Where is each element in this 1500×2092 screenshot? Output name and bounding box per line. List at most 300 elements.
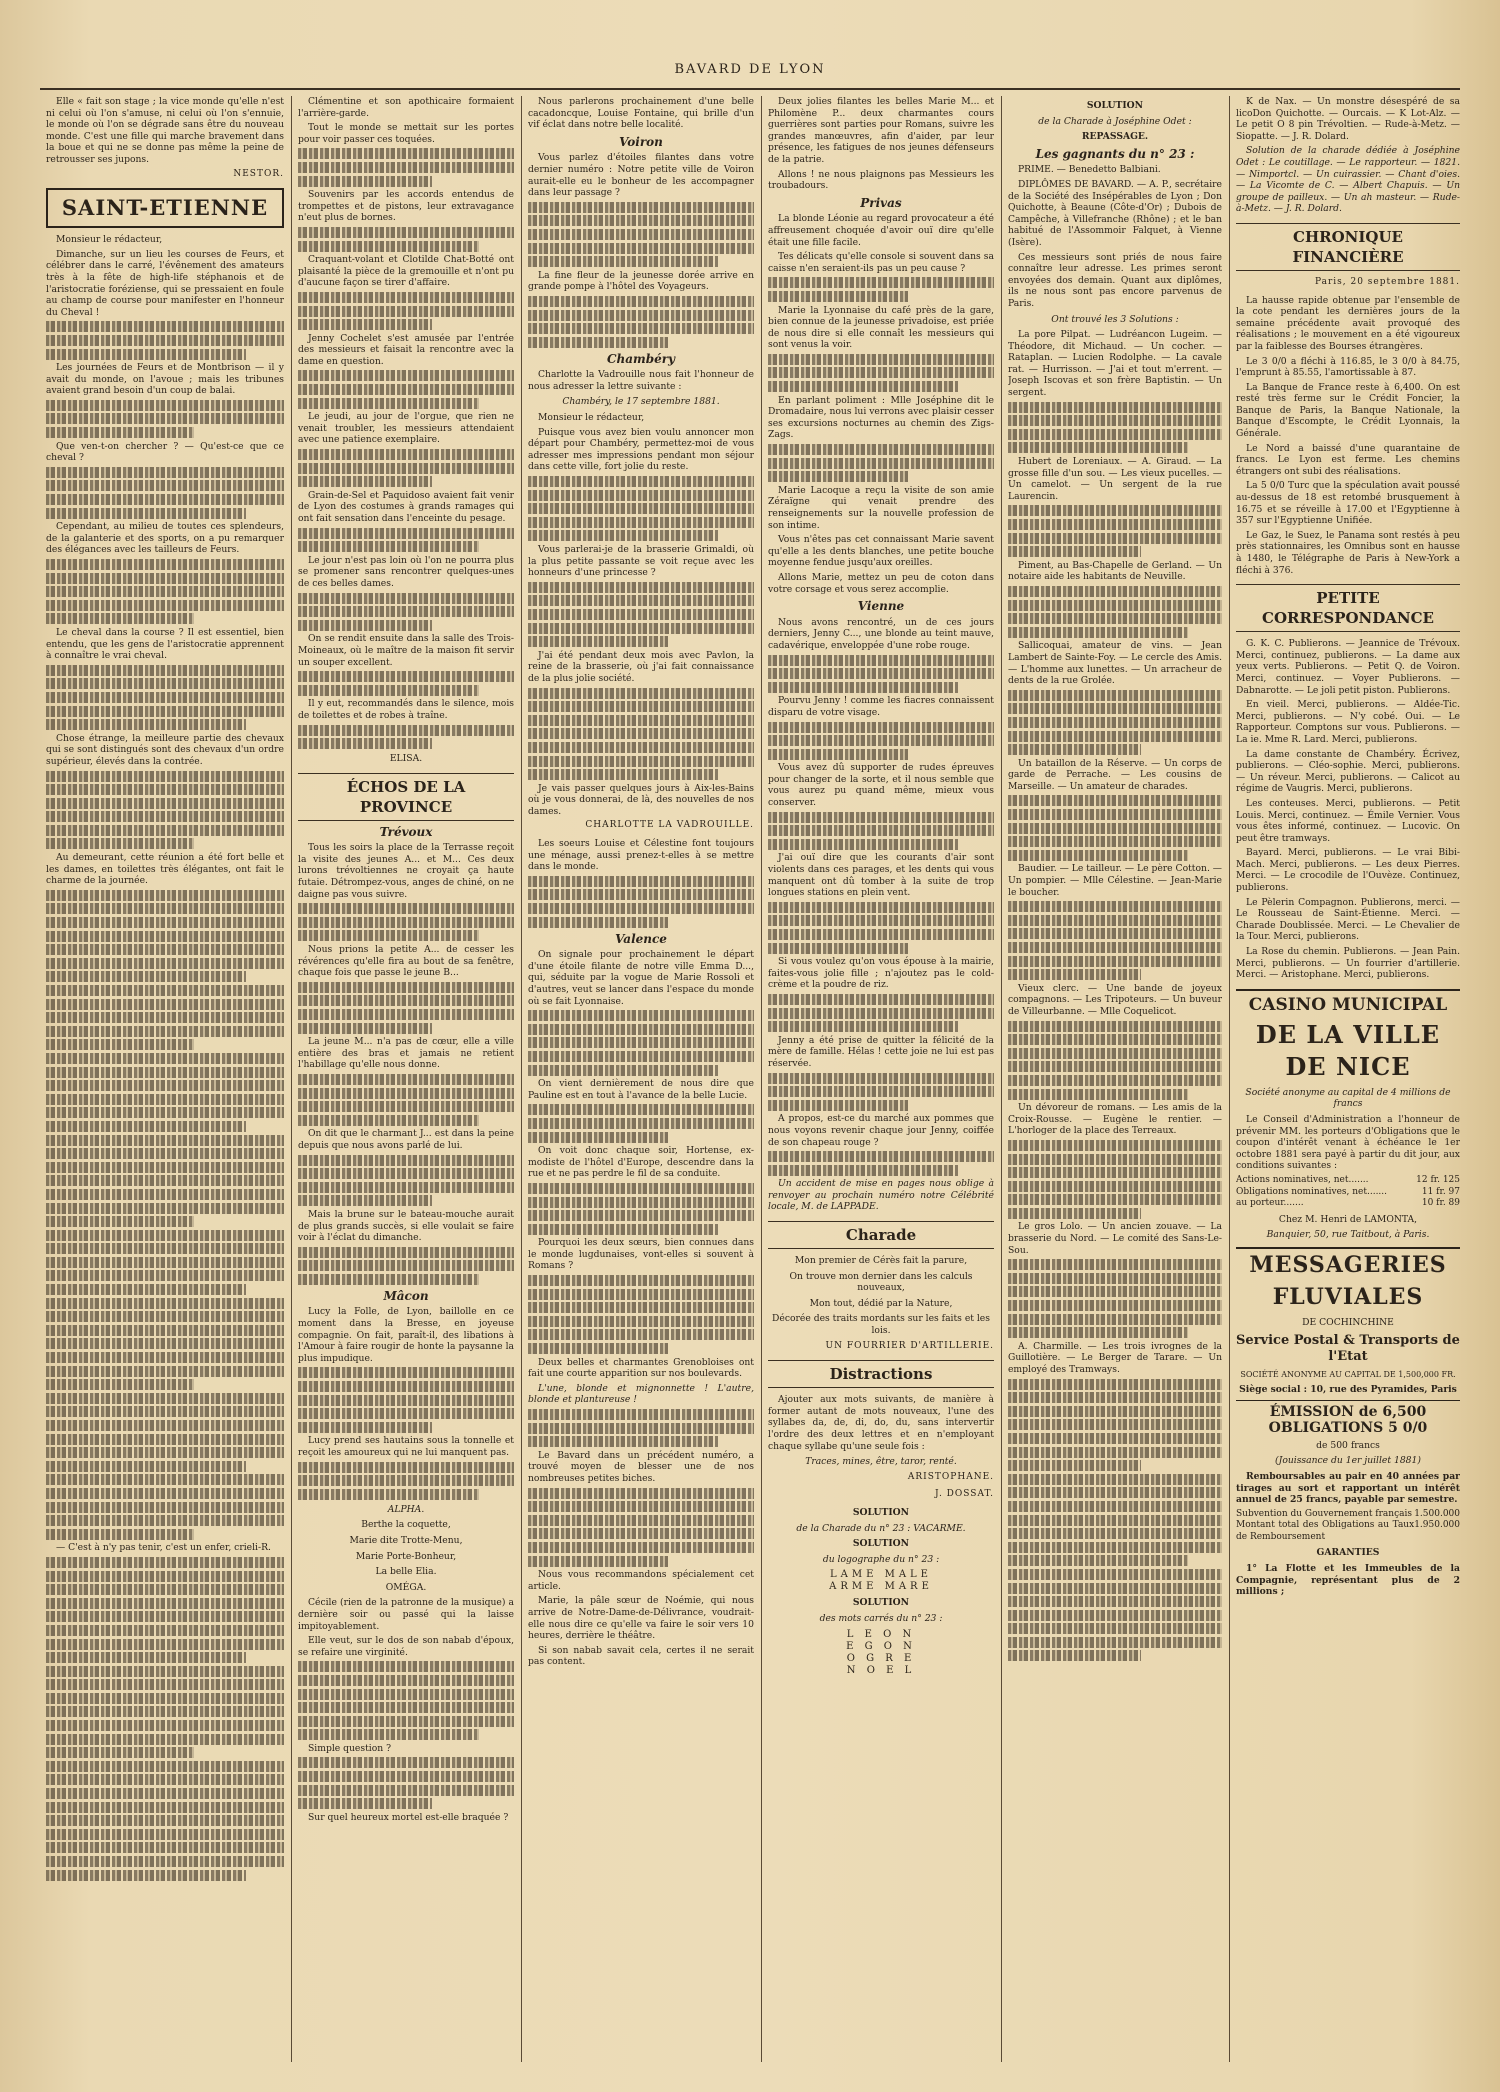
text-line [528,1275,754,1286]
solution-text: de la Charade du n° 23 : VACARME. [796,1522,966,1534]
text-line [46,1406,284,1417]
text-line [46,1148,284,1159]
text-line [46,931,284,942]
paragraph: Le cheval dans la course ? Il est essentiel, bien entendu, que les gens de l'aristocratie apprennent à connaître le vrai cheval. [46,626,284,662]
ad-messageries-service: Service Postal & Transports de l'Etat [1236,1332,1460,1364]
text-line [46,1679,284,1690]
paragraph: Sallicoquai, amateur de vins. — Jean Lambert de Sainte-Foy. — Le cercle des Amis. — L'homme aux lunettes. — Un arracheur de dents de la rue Grolée. [1008,640,1222,687]
paragraph: Piment, au Bas-Chapelle de Gerland. — Un notaire aide les habitants de Neuville. [1008,559,1222,583]
paragraph: La 5 0/0 Turc que la spéculation avait poussé au-dessus de 18 est retombé brusquement à 16.75 et se réveille à 17.00 et l'Egyptienne à 357 sur l'Egyptienne Unifiée. [1236,480,1460,527]
paragraph: Vous avez dû supporter de rudes épreuves pour changer de la sorte, et il nous semble que vous aurez pu quand même, mieux vous conserver. [768,762,994,809]
text-line [46,508,246,519]
text-line [1008,1208,1141,1219]
ad-messageries-headline: MESSAGERIES FLUVIALES [1236,1247,1460,1313]
text-line [768,458,994,469]
ad-casino-bank: Chez M. Henri de LAMONTA, [1278,1213,1418,1225]
text-line [298,476,432,487]
text-line [768,277,994,288]
text-line [298,1408,514,1419]
paragraph: Nous prions la petite A... de cesser les révérences qu'elle fira au bout de sa fenêtre, chaque fois que passe le jeune B... [298,944,514,979]
text-line [46,1026,284,1037]
text-line [768,943,908,954]
text-line [528,1118,754,1129]
charade-signature: UN FOURRIER D'ARTILLERIE. [825,1340,994,1351]
text-line [1008,1433,1222,1444]
text-line [528,1224,718,1235]
text-line [46,1216,194,1227]
paragraph: Nous vous recommandons spécialement cet article. [528,1569,754,1592]
paragraph: Elle veut, sur le dos de son nabab d'époux, se refaire une virginité. [298,1635,514,1658]
paragraph: La pore Pilpat. — Ludréancon Lugeim. — Théodore, dit Michaud. — Un cocher. — Rataplan. — Lucien Rodolphe. — La cavale rat. — Hurrisson. — J'ai et tout m'errent. — Joseph Iscovas et son frère Baptistin. — Un sergent. [1008,329,1222,399]
solution-word: ARME MARE [829,1581,933,1593]
paragraph: Dimanche, sur un lieu les courses de Feurs, et célébrer dans le carré, l'évênement des amateurs très à la fête de high-life stéphanois et de l'aristocratie foréziense, qui se pressaient en foule au champ de course pour manifester en l'honneur du Cheval ! [46,248,284,318]
text-line [46,1488,284,1499]
text-line [46,1107,284,1118]
text-line [298,227,514,238]
text-line [46,1706,284,1717]
paragraph: La jeune M... n'a pas de cœur, elle a ville entière des bras et jamais ne retient l'habillage qu'elle nous donne. [298,1036,514,1071]
text-line [528,1197,754,1208]
signature: ELISA. [389,753,423,765]
text-line [528,1501,754,1512]
paragraph: Le jeudi, au jour de l'orgue, que rien ne venait troubler, les messieurs attendaient avec une patience exemplaire. [298,411,514,446]
ad-messageries-price: de 500 francs [1316,1439,1380,1451]
text-line [528,202,754,213]
text-line [768,1021,958,1032]
text-line [46,825,284,836]
text-line [46,784,284,795]
text-line [298,1247,514,1258]
paragraph: La hausse rapide obtenue par l'ensemble de la cote pendant les dernières jours de la semaine précédente avait provoqué des réalisations ; le mouvement en a été vigoureux par la faiblesse des Bourses étrangères. [1236,294,1460,352]
text-line [1008,415,1222,426]
column-6 [1236,96,1460,2062]
paragraph: Solution de la charade dédiée à Joséphine Odet : Le coutillage. — Le rapporteur. — 1821. — Nimportcl. — Un cuirassier. — Chant d'oies. — La Vicomte de C. — Albert Chapuis. — Un groupe de pailleux. — Un ah masteur. — Rude-à-Metz. — J. R. Dolard. [1236,145,1460,215]
paragraph: Hubert de Loreniaux. — A. Giraud. — La grosse fille d'un sou. — Les vieux pucelles. — Un camelot. — Un sergent de la rue Laurencin. [1008,456,1222,502]
ad-messageries-row [1236,1509,1460,1521]
paragraph: Tous les soirs la place de la Terrasse reçoit la visite des jeunes A... et M... Ces deux lurons trévoltiennes ne croyait ça haute futaie. Détrompez-vous, anges de chiné, on ne daigne pas vous suivre. [298,842,514,900]
paragraph: Allons Marie, mettez un peu de coton dans votre corsage et vous serez accomplie. [768,571,994,595]
text-line [528,1329,754,1340]
text-line [1008,1181,1222,1192]
text-line [1008,1048,1222,1059]
paragraph: Vieux clerc. — Une bande de joyeux compagnons. — Les Tripoteurs. — Un buveur de Villeurbanne. — Mlle Coquelicot. [1008,982,1222,1017]
names-list-item: Berthe la coquette, [361,1519,451,1531]
text-line [768,1008,994,1019]
text-line [1008,928,1222,939]
text-line [298,738,432,749]
text-line [46,586,284,597]
text-line [298,725,514,736]
ad-casino-headline: DE LA VILLE DE NICE [1255,1019,1441,1081]
text-line [46,1366,284,1377]
town-heading: Vienne [857,599,905,614]
text-line [298,1475,514,1486]
paragraph: Cécile (rien de la patronne de la musique) a dernière soir ou passé qui la laisse impitoyablement. [298,1597,514,1632]
text-line [298,1757,514,1768]
text-line [46,480,284,491]
paragraph: En parlant poliment : Mlle Joséphine dit le Dromadaire, nous lui verrons avec plaisir cesser ses excursions nocturnes au chemin des Zigs-Zags. [768,394,994,441]
text-line [46,999,284,1010]
ad-row-value: 12 fr. 125 [1416,1174,1460,1185]
paragraph: Allons ! ne nous plaignons pas Messieurs les troubadours. [768,168,994,192]
text-line [1008,429,1222,440]
names-list-item: Marie dite Trotte-Menu, [349,1534,463,1546]
paragraph: Vous parlerai-je de la brasserie Grimaldi, où la plus petite passante se voit reçue avec les honneurs d'une princesse ? [528,544,754,579]
text-line [298,1462,514,1473]
text-line [1008,1610,1222,1621]
text-line [1008,1569,1222,1580]
paragraph: Chose étrange, la meilleure partie des chevaux qui se sont distingués sont des chevaux d'un ordre supérieur, élevés dans la contrée. [46,732,284,767]
text-line [768,915,994,926]
paragraph: Marie Lacoque a reçu la visite de son amie Zéraïgne qui venait prendre des renseignements sur la nouvelle profession de son intime. [768,484,994,531]
column-1 [46,96,284,2062]
text-line [1008,627,1188,638]
text-line [1008,1447,1222,1458]
text-line [528,1289,754,1300]
text-line [298,1422,432,1433]
text-line [528,1515,754,1526]
column-5 [1008,96,1222,2062]
text-line [46,1094,284,1105]
text-line [1008,1140,1222,1151]
ad-casino-address: Banquier, 50, rue Taitbout, à Paris. [1266,1229,1430,1241]
solution-text: des mots carrés du n° 23 : [819,1612,943,1624]
paragraph: Deux jolies filantes les belles Marie M... et Philomène P... deux charmantes cours guerrières sont parties pour Romans, suivre les grandes manœuvres, afin d'aider, par leur présence, les fatigues de nos jeunes défenseurs de la patrie. [768,96,994,165]
section-title-correspondance: PETITE CORRESPONDANCE [1236,584,1460,632]
text-line [528,636,668,647]
text-line [298,1661,514,1672]
text-line [1008,744,1141,755]
text-line [298,1395,514,1406]
text-line [298,995,514,1006]
paragraph: Ajouter aux mots suivants, de manière à former autant de mots nouveaux, l'une des syllabes da, de, di, do, du, sans intervertir l'ordre des deux lettres et en n'employant chaque syllabe qu'une seule fois : [768,1394,994,1452]
solution-word: REPASSAGE. [1081,131,1149,143]
text-line [528,337,668,348]
paragraph: A. Charmille. — Les trois ivrognes de la Guillotière. — Le Berger de Tarare. — Un employé des Tramways. [1008,1340,1222,1375]
text-line [46,692,284,703]
paragraph: Au demeurant, cette réunion a été fort belle et les dames, en toilettes très élégantes, ont fait le charme de la journée. [46,852,284,887]
text-line [528,742,754,753]
solution-title: SOLUTION [1086,100,1144,111]
paragraph: K de Nax. — Un monstre désespéré de sa licoDon Quichotte. — Ourcais. — K Lot-Alz. — Le petit O 8 pin Trévoltien. — Rude-à-Metz. — Siopatte. — J. R. Dolard. [1236,96,1460,142]
text-line [528,715,754,726]
ad-row-label: au porteur....... [1236,1198,1304,1209]
ad-messageries-garanties: GARANTIES [1316,1547,1380,1559]
text-line [528,215,754,226]
text-line [46,1639,284,1650]
paragraph: Marie la Lyonnaise du café près de la gare, bien connue de la jeunesse privadoise, est priée de nous dire si elle connaît les messieurs qui sont venus la voir. [768,304,994,351]
text-line [1008,1419,1222,1430]
text-line [1008,915,1222,926]
text-line [46,1815,284,1826]
text-line [1008,1406,1222,1417]
paragraph: Le Gaz, le Suez, le Panama sont restés à peu près stationnaires, les Omnibus sont en hausse à 1480, le Télégraphe de Paris à New-York a fléchi à 376. [1236,529,1460,576]
salutation: Monsieur le rédacteur, [56,234,163,246]
ad-row-label: Montant total des Obligations au Taux de Remboursement [1236,1520,1415,1542]
text-line [1008,956,1222,967]
text-line [528,229,754,240]
text-line [1008,600,1222,611]
text-line [298,1367,514,1378]
text-line [46,1734,284,1745]
section-title-charade: Charade [768,1221,994,1249]
paragraph: Que ven-t-on chercher ? — Qu'est-ce que ce cheval ? [46,440,284,464]
text-line [1008,1286,1222,1297]
text-line [46,427,194,438]
text-line [768,471,908,482]
text-line [298,1274,479,1285]
text-line [298,1155,514,1166]
paragraph: Tes délicats qu'elle console si souvent dans sa caisse n'en seraient-ils pas un peu cause ? [768,251,994,274]
text-line [46,413,284,424]
text-line [46,1135,284,1146]
text-line [1008,1650,1141,1661]
text-line [46,613,194,624]
town-heading: Privas [860,195,902,210]
text-line [298,398,479,409]
paragraph: Ces messieurs sont priés de nous faire connaître leur adresse. Les primes seront envoyées dos demain. Quant aux diplômes, ils ne nous sont pas encore parvenus de Paris. [1008,251,1222,309]
text-line [46,958,284,969]
letter-signature: CHARLOTTE LA VADROUILLE. [585,820,754,831]
paragraph: On dit que le charmant J... est dans la peine depuis que nous avons parlé de lui. [298,1128,514,1151]
column-rule [761,96,762,2062]
ad-row-label: Obligations nominatives, net....... [1236,1186,1388,1197]
text-line [46,1243,284,1254]
text-line [1008,823,1222,834]
text-line [298,449,514,460]
paragraph: Vous n'êtes pas cet connaissant Marie savent qu'elle a les dents blanches, une petite bouche moyenne fendue jusqu'aux oreilles. [768,534,994,569]
text-line [528,769,718,780]
text-line [1008,1273,1222,1284]
text-line [46,1420,284,1431]
paragraph: Craquant-volant et Clotilde Chat-Botté ont plaisanté la pièce de la gremouille et n'ont pu d'aucune façon se tirer d'affaire. [298,254,514,289]
town-heading: Mâcon [383,1288,429,1303]
ad-messageries-row [1236,1520,1460,1543]
text-line [46,1067,284,1078]
text-line [46,1529,194,1540]
text-line [528,256,718,267]
text-line [768,1165,958,1176]
text-line [46,903,284,914]
text-line [298,1182,514,1193]
text-line [46,1284,246,1295]
ad-row-value: 10 fr. 89 [1421,1198,1460,1209]
paragraph: Puisque vous avez bien voulu annoncer mon départ pour Chambéry, permettez-moi de vous adresser mes impressions pendant mon séjour dans cette ville, fort jolie du reste. [528,426,754,473]
text-line [1008,1154,1222,1165]
town-heading: Trévoux [379,824,433,839]
text-line [46,971,246,982]
paragraph: Bayard. Merci, publierons. — Le vrai Bibi-Mach. Merci, publierons. — Les deux Pierres. Merci. — Le crocodile de l'Ouvèze. Continuez, publierons. [1236,847,1460,894]
text-line [528,623,754,634]
text-line [46,1175,284,1186]
text-line [768,655,994,666]
text-line [46,1257,284,1268]
text-line [528,1528,754,1539]
text-line [46,1393,284,1404]
text-line [528,1316,754,1327]
section-title-distractions: Distractions [768,1360,994,1388]
text-line [1008,1460,1141,1471]
text-line [46,798,284,809]
text-line [46,719,246,730]
paragraph: En vieil. Merci, publierons. — Aldée-Tic. Merci, publierons. — N'y cobé. Oui. — Le Rapporteur. Comptons sur vous. Publierons. — La ie. Mme R. Lard. Merci, publierons. [1236,699,1460,745]
text-line [1008,1259,1222,1270]
paragraph: Vous parlez d'étoiles filantes dans votre dernier numéro : Notre petite ville de Voiron aurait-elle eu le bonheur de les accompagner dans leur passage ? [528,152,754,199]
text-line [528,1556,668,1567]
text-line [46,1598,284,1609]
paragraph: Le Nord a baissé d'une quarantaine de francs. Le Lyon est ferme. Les chemins étrangers ont subi des réalisations. [1236,442,1460,477]
paragraph: Tout le monde se mettait sur les portes pour voir passer ces toquées. [298,122,514,145]
text-line [46,678,284,689]
paragraph: On vient dernièrement de nous dire que Pauline est en tout à l'avance de la belle Lucie. [528,1078,754,1101]
text-line [1008,1314,1222,1325]
text-line [46,1693,284,1704]
text-line [46,1502,284,1513]
ad-casino-row [1236,1198,1460,1210]
text-line [528,609,754,620]
text-line [46,1461,246,1472]
text-line [298,384,514,395]
text-line [528,296,754,307]
paragraph: Baudier. — Le tailleur. — Le père Cotton. — Un pompier. — Mlle Célestine. — Jean-Marie le boucher. [1008,863,1222,898]
text-line [528,701,754,712]
text-line [46,811,284,822]
text-line [46,1774,284,1785]
text-line [46,573,284,584]
paragraph: Le Bavard dans un précédent numéro, a trouvé moyen de blesser une de nos nombreuses petites biches. [528,1449,754,1484]
text-line [46,1720,284,1731]
text-line [528,728,754,739]
text-line [528,1104,754,1115]
ad-casino-text: Le Conseil d'Administration a l'honneur de prévenir MM. les porteurs d'Obligations que le coupon d'intérêt venant à échéance le 1er octobre 1881 sera payé à partir du dit jour, aux conditions suivantes : [1236,1114,1460,1172]
text-line [1008,402,1222,413]
paragraph: Clémentine et son apothicaire formaient l'arrière-garde. [298,96,514,119]
text-line [1008,1637,1222,1648]
column-2 [298,96,514,2062]
paragraph: La fine fleur de la jeunesse dorée arrive en grande pompe à l'hôtel des Voyageurs. [528,269,754,293]
text-line [298,1101,514,1112]
column-rule [1229,96,1230,2062]
text-line [46,1039,194,1050]
quote: L'une, blonde et mignonnette ! L'autre, blonde et plantureuse ! [528,1382,754,1406]
text-line [46,1230,284,1241]
text-line [46,321,284,332]
text-line [46,1298,284,1309]
text-line [768,354,994,365]
section-title-echos: ÉCHOS DE LA PROVINCE [298,773,514,821]
text-line [768,381,958,392]
text-line [768,367,994,378]
text-line [298,292,514,303]
solution-word: N O E L [846,1664,916,1676]
text-line [1008,1167,1222,1178]
paragraph: Le 3 0/0 a fléchi à 116.85, le 3 0/0 à 84.75, l'emprunt à 85.55, l'amortissable à 87. [1236,355,1460,379]
text-line [528,1210,754,1221]
paragraph: A propos, est-ce du marché aux pommes que nous voyons revenir chaque jour Jenny, coiffée de son chapeau rouge ? [768,1113,994,1148]
paragraph: Deux belles et charmantes Grenobloises ont fait une courte apparition sur nos boulevards. [528,1356,754,1380]
text-line [1008,836,1222,847]
text-line [1008,1528,1222,1539]
ad-messageries-guarantee: 1° La Flotte et les Immeubles de la Compagnie, représentant plus de 2 millions ; [1236,1563,1460,1598]
text-line [528,1065,718,1076]
ad-messageries-capital: SOCIÉTÉ ANONYME AU CAPITAL DE 1,500,000 FR. [1240,1369,1456,1379]
text-line [46,494,284,505]
text-line [46,985,284,996]
text-line [1008,519,1222,530]
text-line [1008,1515,1222,1526]
text-line [46,706,284,717]
ad-row-label: Subvention du Gouvernement français [1236,1508,1412,1519]
paragraph: Si son nabab savait cela, certes il ne serait pas content. [528,1644,754,1668]
header-title: BAVARD DE LYON [674,62,826,77]
text-line [1008,1300,1222,1311]
paragraph: On se rendit ensuite dans la salle des Trois-Moineaux, où le maître de la maison fit servir un souper excellent. [298,633,514,668]
paragraph: J'ai ouï dire que les courants d'air sont violents dans ces parages, et les dents qui vous manquent ont dû tomber à la suite de trop longues stations en plein vent. [768,852,994,899]
text-line [46,1379,194,1390]
section-title-saint-etienne: SAINT-ETIENNE [46,188,284,228]
text-line [298,541,479,552]
ad-row-value: 11 fr. 97 [1421,1186,1460,1197]
text-line [46,1584,284,1595]
ad-messageries-emission: ÉMISSION de 6,500 OBLIGATIONS 5 0/0 [1236,1400,1460,1436]
charade-line: Décorée des traits mordants sur les faits et les lois. [772,1313,990,1337]
text-line [298,1675,514,1686]
text-line [46,771,284,782]
text-line [298,930,479,941]
text-line [298,982,514,993]
paragraph: Il y eut, recommandés dans le silence, mois de toilettes et de robes à traîne. [298,698,514,721]
paragraph: Grain-de-Sel et Paquidoso avaient fait venir de Lyon des costumes à grands ramages qui ont fait sensation dans l'enceinte du pesage. [298,489,514,524]
text-line [298,241,479,252]
text-line [46,1053,284,1064]
text-line [528,756,754,767]
text-line [1008,1194,1222,1205]
solution-text: de la Charade à Joséphine Odet : [1038,115,1192,127]
text-line [528,1183,754,1194]
text-line [768,444,994,455]
text-line [1008,1379,1222,1390]
text-line [768,1151,994,1162]
paragraph: La Banque de France reste à 6,400. On est resté très ferme sur le Crédit Foncier, la Banque de Paris, la Banque Nationale, la Banque d'Escompte, le Crédit Lyonnais, la Générale. [1236,381,1460,440]
text-line [46,1515,284,1526]
paragraph: Souvenirs par les accords entendus de trompettes et de pistons, leur extravagance n'eut plus de bornes. [298,189,514,224]
text-line [1008,690,1222,701]
town-heading: Voiron [619,134,663,149]
text-line [1008,969,1141,980]
text-line [1008,731,1222,742]
text-line [1008,1089,1188,1100]
text-line [298,1785,514,1796]
text-line [528,1051,754,1062]
paragraph: J'ai été pendant deux mois avec Pavlon, la reine de la brasserie, où j'ai fait connaissance de la plus jolie société. [528,649,754,684]
text-line [768,929,994,940]
text-line [528,876,754,887]
solution-title: SOLUTION [852,1538,910,1550]
text-line [298,1009,514,1020]
text-line [46,890,284,901]
text-line [298,1023,432,1034]
ad-messageries-jouissance: (Jouissance du 1er juillet 1881) [1275,1455,1421,1467]
text-line [46,1747,194,1758]
text-line [46,1162,284,1173]
text-line [528,688,754,699]
text-line [528,917,668,928]
salutation: Monsieur le rédacteur, [538,412,645,424]
text-line [768,668,994,679]
text-line [298,1074,514,1085]
text-line [46,1829,284,1840]
text-line [1008,1474,1222,1485]
